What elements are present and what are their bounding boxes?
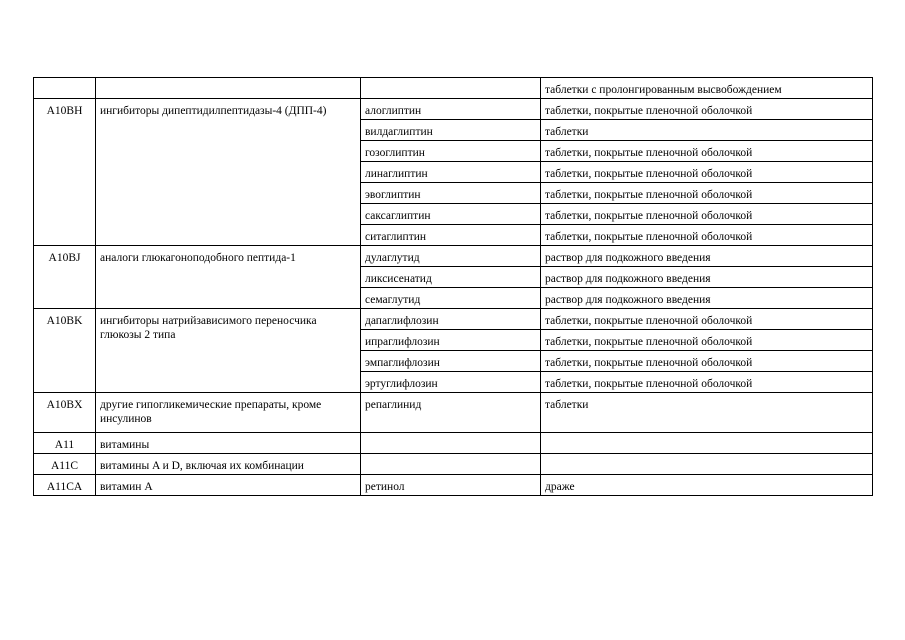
table-row <box>34 454 873 475</box>
atc-code-cell: A10BK <box>34 309 96 393</box>
atc-code-cell: A10BH <box>34 99 96 246</box>
group-cell <box>96 78 361 99</box>
substance-cell: ретинол <box>361 475 541 496</box>
atc-code-cell: A11C <box>34 454 96 475</box>
group-cell: витамины <box>96 433 361 454</box>
dosage-form-cell: драже <box>541 475 873 496</box>
table-row <box>34 475 873 496</box>
substance-cell: алоглиптин <box>361 99 541 120</box>
substance-cell: вилдаглиптин <box>361 120 541 141</box>
group-cell: витамин A <box>96 475 361 496</box>
substance-cell: линаглиптин <box>361 162 541 183</box>
table-row <box>34 246 873 267</box>
dosage-form-cell <box>541 454 873 475</box>
dosage-form-cell <box>541 433 873 454</box>
substance-cell: эвоглиптин <box>361 183 541 204</box>
dosage-form-cell: таблетки, покрытые пленочной оболочкой <box>541 99 873 120</box>
atc-code-cell: A10BX <box>34 393 96 433</box>
dosage-form-cell: таблетки, покрытые пленочной оболочкой <box>541 351 873 372</box>
substance-cell: дулаглутид <box>361 246 541 267</box>
substance-cell: репаглинид <box>361 393 541 433</box>
table-row <box>34 433 873 454</box>
dosage-form-cell: таблетки, покрытые пленочной оболочкой <box>541 309 873 330</box>
group-cell: аналоги глюкагоноподобного пептида-1 <box>96 246 361 309</box>
dosage-form-cell: таблетки, покрытые пленочной оболочкой <box>541 225 873 246</box>
dosage-form-cell: таблетки, покрытые пленочной оболочкой <box>541 183 873 204</box>
dosage-form-cell: раствор для подкожного введения <box>541 288 873 309</box>
substance-cell <box>361 433 541 454</box>
group-cell: витамины A и D, включая их комбинации <box>96 454 361 475</box>
dosage-form-cell: таблетки <box>541 120 873 141</box>
atc-code-cell: A11CA <box>34 475 96 496</box>
substance-cell: дапаглифлозин <box>361 309 541 330</box>
group-cell: другие гипогликемические препараты, кроме инсулинов <box>96 393 361 433</box>
substance-cell: ситаглиптин <box>361 225 541 246</box>
dosage-form-cell: таблетки <box>541 393 873 433</box>
dosage-form-cell: таблетки, покрытые пленочной оболочкой <box>541 162 873 183</box>
substance-cell: ликсисенатид <box>361 267 541 288</box>
atc-code-cell: A11 <box>34 433 96 454</box>
substance-cell <box>361 454 541 475</box>
atc-code-cell <box>34 78 96 99</box>
group-cell: ингибиторы дипептидилпептидазы-4 (ДПП-4) <box>96 99 361 246</box>
substance-cell: саксаглиптин <box>361 204 541 225</box>
group-cell: ингибиторы натрийзависимого переносчика глюкозы 2 типа <box>96 309 361 393</box>
dosage-form-cell: таблетки, покрытые пленочной оболочкой <box>541 330 873 351</box>
table-row <box>34 99 873 120</box>
atc-code-cell: A10BJ <box>34 246 96 309</box>
table-row <box>34 309 873 330</box>
substance-cell: эмпаглифлозин <box>361 351 541 372</box>
substance-cell: гозоглиптин <box>361 141 541 162</box>
substance-cell <box>361 78 541 99</box>
dosage-form-cell: таблетки, покрытые пленочной оболочкой <box>541 141 873 162</box>
dosage-form-cell: таблетки с пролонгированным высвобождением <box>541 78 873 99</box>
dosage-form-cell: раствор для подкожного введения <box>541 267 873 288</box>
table-row <box>34 78 873 99</box>
substance-cell: ипраглифлозин <box>361 330 541 351</box>
table-row <box>34 393 873 433</box>
drug-table <box>33 77 873 496</box>
dosage-form-cell: таблетки, покрытые пленочной оболочкой <box>541 204 873 225</box>
dosage-form-cell: таблетки, покрытые пленочной оболочкой <box>541 372 873 393</box>
substance-cell: семаглутид <box>361 288 541 309</box>
dosage-form-cell: раствор для подкожного введения <box>541 246 873 267</box>
substance-cell: эртуглифлозин <box>361 372 541 393</box>
